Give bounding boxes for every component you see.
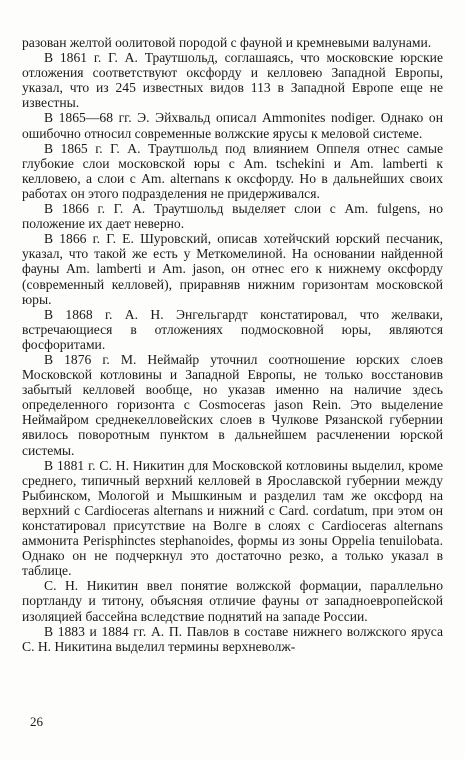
paragraph-1883-pavlov: В 1883 и 1884 гг. А. П. Павлов в составе нижнего волжского яруса С. Н. Никитина выделил термины верхневолж- — [22, 623, 443, 654]
paragraph-1866-trautschold: В 1866 г. Г. А. Траутшольд выделяет слои с Am. fulgens, но положение их дает неверно. — [22, 201, 443, 232]
paragraph-1861-trautschold: В 1861 г. Г. А. Траутшольд, соглашаясь, что московские юрские отложения соответствуют оксфорду и келловею Западной Европы, указал, что из 245 известных видов 113 в Западной Европе еще не известны. — [22, 50, 443, 111]
page-body-text — [22, 35, 443, 654]
paragraph-1868-engelgardt: В 1868 г. А. Н. Энгельгардт констатировал, что желваки, встречающиеся в отложениях подмосковной юры, являются фосфоритами. — [22, 306, 443, 352]
paragraph-continuation: разован желтой оолитовой породой с фауной и кремневыми валунами. — [22, 35, 432, 50]
paragraph-1865-eichwald: В 1865—68 гг. Э. Эйхвальд описал Ammonites nodiger. Однако он ошибочно относил современные волжские ярусы к меловой системе. — [22, 110, 443, 141]
paragraph-nikitin-volga-formation: С. Н. Никитин ввел понятие волжской формации, параллельно портланду и титону, объясняя отличие фауны от западноевропейской изоляцией бассейна вследствие поднятий на западе России. — [22, 578, 443, 624]
paragraph-1881-nikitin: В 1881 г. С. Н. Никитин для Московской котловины выделил, кроме среднего, типичный верхний келловей в Ярославской губернии между Рыбинском, Мологой и Мышкиным и разделил там же оксфорд на верхний с Cardioceras alternans и нижний с Card. cordatum, при этом он констатировал присутствие на Волге в слоях с Cardioceras alternans аммонита Perisphinctes stephanoides, формы из зоны Oppelia tenuilobata. Однако он не подчеркнул это достаточно резко, а только указал в таблице. — [22, 457, 443, 579]
paragraph-1866-shurovsky: В 1866 г. Г. Е. Шуровский, описав хотейчский юрский песчаник, указал, что такой же есть у Меткомелиной. На основании найденной фауны Am. lamberti и Am. jason, он отнес его к нижнему оксфорду (современный келловей), приравняв нижним горизонтам московской юры. — [22, 231, 443, 307]
paragraph-1876-neumayr: В 1876 г. М. Неймайр уточнил соотношение юрских слоев Московской котловины и Западной Европы, не только восстановив забытый келловей вообще, но указав именно на наличие здесь определенного горизонта с Cosmoceras jason Rein. Это выделение Неймайром среднекелловейских слоев в Чулкове Рязанской губернии явилось поворотным пунктом в дальнейшем расчленении юрской системы. — [22, 351, 443, 458]
page-number: 26 — [30, 714, 43, 729]
paragraph-1865-trautschold: В 1865 г. Г. А. Траутшольд под влиянием Оппеля отнес самые глубокие слои московской юры с Am. tschekini и Am. lamberti к келловею, а слои с Am. alternans к оксфорду. Но в дальнейших своих работах он этого подразделения не придерживался. — [22, 140, 443, 201]
